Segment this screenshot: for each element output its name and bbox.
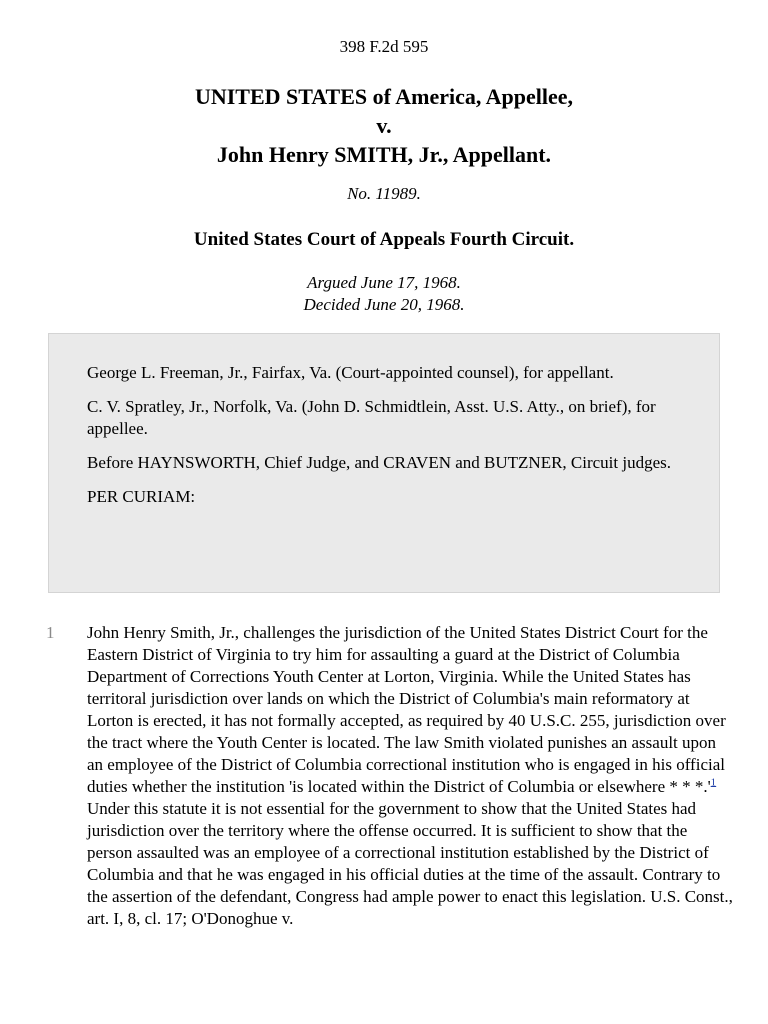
paragraph-text-part-a: John Henry Smith, Jr., challenges the jurisdiction of the United States District Court for the Eastern District of Virginia to try him for assaulting a guard at the District of Columbia Department of Corrections Youth Center at Lorton, Virginia. While the United States has territoral jurisdiction over lands on which the District of Columbia's main reformatory at Lorton is erected, it has not formally accepted, as required by 40 U.S.C. 255, jurisdiction over the tract where the Youth Center is located. The law Smith violated punishes an assault upon an employee of the District of Columbia correctional institution who is engaged in his official duties whether the institution 'is located within the District of Columbia or elsewhere * * *.' xyxy=(87,623,726,796)
paragraph-text xyxy=(87,622,735,930)
caption-versus: v. xyxy=(376,113,392,138)
case-caption xyxy=(0,82,768,169)
argued-date: Argued June 17, 1968. xyxy=(307,273,461,292)
footnote-link[interactable]: 1 xyxy=(710,776,717,789)
counsel-panel xyxy=(48,333,720,593)
appellant-counsel: George L. Freeman, Jr., Fairfax, Va. (Court-appointed counsel), for appellant. xyxy=(87,363,614,382)
opinion-type: PER CURIAM: xyxy=(87,487,196,506)
caption-appellant: John Henry SMITH, Jr., Appellant. xyxy=(216,142,552,167)
judges-panel: Before HAYNSWORTH, Chief Judge, and CRAVEN and BUTZNER, Circuit judges. xyxy=(87,453,672,472)
caption-appellee: UNITED STATES of America, Appellee, xyxy=(194,84,574,109)
paragraph-number: 1 xyxy=(46,623,55,642)
appellee-counsel: C. V. Spratley, Jr., Norfolk, Va. (John D. Schmidtlein, Asst. U.S. Atty., on brief), for appellee. xyxy=(87,397,656,438)
court-name: United States Court of Appeals Fourth Circuit. xyxy=(193,229,575,250)
decided-date: Decided June 20, 1968. xyxy=(303,295,465,314)
case-dates xyxy=(0,272,768,316)
case-citation: 398 F.2d 595 xyxy=(339,37,429,56)
docket-number: No. 11989. xyxy=(347,184,421,203)
paragraph-text-part-b: Under this statute it is not essential for the government to show that the United States had jurisdiction over the territory where the offense occurred. It is sufficient to show that the person assaulted was an employee of a correctional institution established by the District of Columbia and that he was engaged in his official duties at the time of the assault. Contrary to the assertion of the defendant, Congress had ample power to enact this legislation. U.S. Const., art. I, 8, cl. 17; O'Donoghue v. xyxy=(87,799,733,928)
